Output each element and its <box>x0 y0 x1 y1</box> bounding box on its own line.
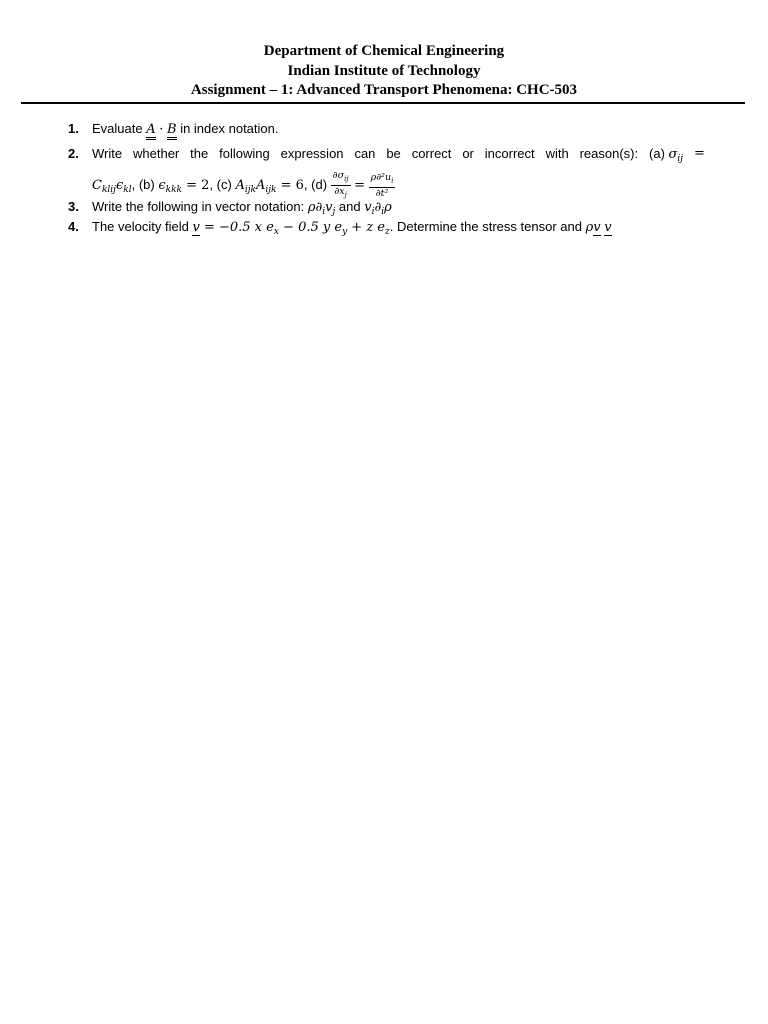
tensor-b: B <box>167 124 177 140</box>
partial-derivative-fraction: $\frac{\partial\sigma_{ij}}{\partial x_j}$ <box>332 170 349 199</box>
second-derivative-fraction: $\frac{\rho\partial^2u_i}{\text{∂t²}}$ <box>370 172 394 199</box>
document-header <box>0 42 768 101</box>
question-text: The velocity field v = −0.5 x $e_x - 0.5$ y $e_y + z$ $e_z$. Determine the stress tensor and ρv v <box>92 219 612 237</box>
question-text-line-1: Write whether the following expression can be correct or incorrect with reason(s): (a) $\sigma_{ij}$ = <box>92 146 705 164</box>
header-divider <box>21 102 745 104</box>
sigma-symbol: σ <box>668 147 678 162</box>
question-number: 4. <box>68 219 79 234</box>
tensor-a: A <box>146 124 155 140</box>
assignment-title: Assignment – 1: Advanced Transport Phenomena: CHC-503 <box>190 82 578 98</box>
question-number: 3. <box>68 199 79 214</box>
department-title: Department of Chemical Engineering <box>263 43 505 59</box>
question-text: Evaluate A · B in index notation. <box>92 121 278 140</box>
institute-title: Indian Institute of Technology <box>287 62 481 79</box>
question-number: 2. <box>68 146 79 161</box>
dot-operator: · <box>159 122 164 137</box>
question-text-line-2: $C_{klij}\epsilon_{kl}$, (b) $\epsilon_{kkk} = 2$, (c) $A_{ijk}A_{ijk} = 6$, (d) $\frac{\partial\sigma_{ij}}{\partial x_j}$ = $\frac{\rho\partial^2u_i}{\text{∂t²}}$ <box>92 170 394 199</box>
question-text: Write the following in vector notation: $\rho\partial_iv_j$ and $v_i\partial_i\rho$ <box>92 199 392 217</box>
question-number: 1. <box>68 121 79 136</box>
velocity-vector: v <box>192 220 200 235</box>
